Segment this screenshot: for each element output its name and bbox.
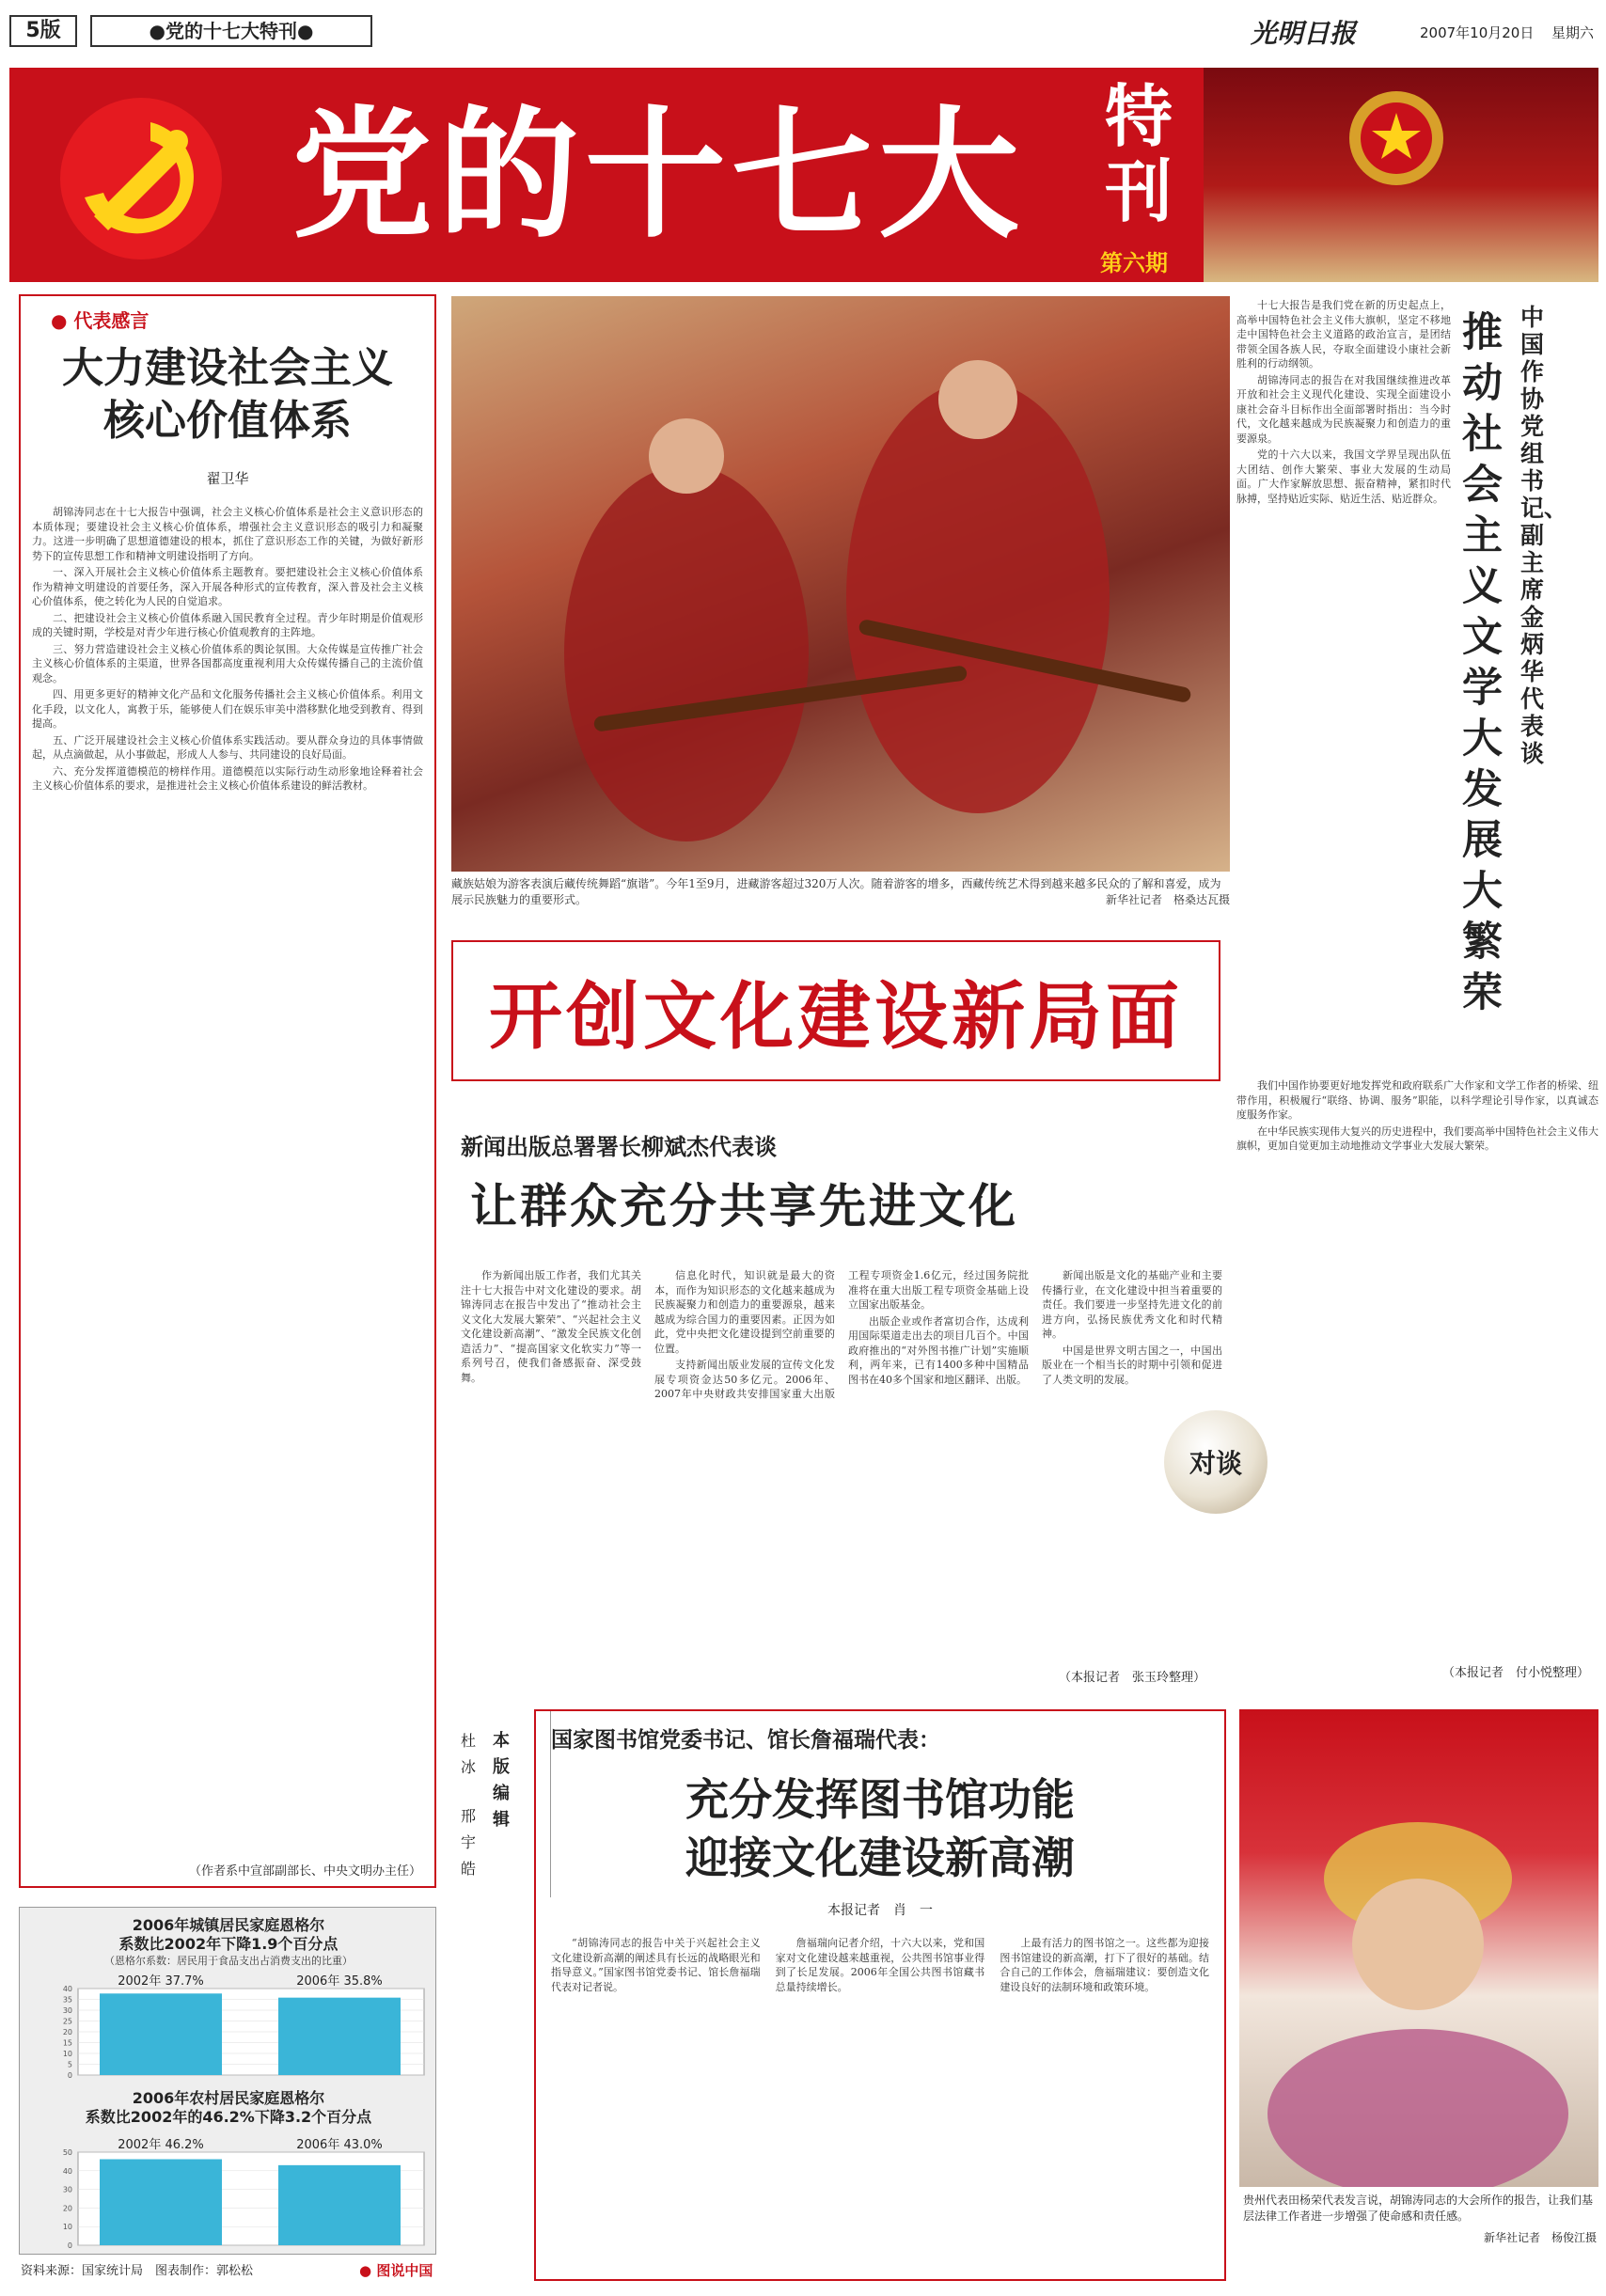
party-emblem-icon — [56, 94, 226, 263]
bar-label: 2006年 43.0% — [296, 2138, 383, 2152]
photo-credit: 新华社记者 格桑达瓦摄 — [1105, 893, 1230, 906]
page-number: 5版 — [9, 15, 77, 47]
y-tick-label: 25 — [62, 2017, 72, 2026]
caption-text: 贵州代表田杨荣代表发言说，胡锦涛同志的大会所作的报告，让我们基层法律工作者进一步增强了使命感和责任感。 — [1243, 2194, 1594, 2223]
chart-title: 系数比2002年下降1.9个百分点 — [118, 1935, 339, 1953]
bottom-body — [551, 1936, 1209, 2227]
paragraph: 支持新闻出版业发展的宣传文化发展专项资金达50多亿元。2006年、2007年中央财政共安排国家重大出版工程专项资金1.6亿元，经过国务院批准将在重大出版工程专项资金基础上设立国家出版基金。 — [654, 1269, 1029, 1400]
chart-footer — [21, 2260, 434, 2288]
chart-subtitle: （恩格尔系数：居民用于食品支出占消费支出的比重） — [104, 1955, 353, 1967]
bar — [278, 1998, 401, 2075]
left-headline-1: 大力建设社会主义 — [62, 344, 393, 392]
editor-label: 本版编辑 — [493, 1731, 510, 1830]
dancers-photo — [451, 296, 1230, 872]
paragraph: 新闻出版是文化的基础产业和主要传播行业，在文化建设中担当着重要的责任。我们要进一步坚持先进文化的前进方向，弘扬民族优秀文化和时代精神。 — [1042, 1269, 1222, 1340]
editor-name-2: 邢宇皓 — [461, 1807, 477, 1878]
y-tick-label: 40 — [62, 1985, 72, 1993]
chart-title: 2006年城镇居民家庭恩格尔 — [132, 1916, 325, 1934]
banner-issue: 第六期 — [1100, 250, 1168, 276]
charts-panel — [19, 1907, 436, 2255]
byline: （作者系中宣部副部长、中央文明办主任） — [188, 1864, 421, 1879]
bar-label: 2006年 35.8% — [296, 1974, 383, 1989]
y-tick-label: 30 — [62, 2185, 72, 2194]
issue-date: 2007年10月20日 — [1420, 24, 1535, 41]
y-tick-label: 30 — [62, 2006, 72, 2015]
photo-credit: 新华社记者 杨俊江摄 — [1483, 2231, 1597, 2244]
right-kicker: 中国作协党组书记、副主席金炳华代表谈 — [1520, 304, 1568, 767]
paragraph: 二、把建设社会主义核心价值体系融入国民教育全过程。青少年时期是价值观形成的关键时期，学校是对青少年进行核心价值观教育的主阵地。 — [32, 611, 423, 638]
banner-special: 特刊 — [1105, 77, 1173, 231]
middle-kicker: 新闻出版总署署长柳斌杰代表谈 — [461, 1134, 777, 1160]
paragraph: 作为新闻出版工作者，我们尤其关注十七大报告中对文化建设的要求。胡锦涛同志在报告中发出了“推动社会主义文化大发展大繁荣”、“兴起社会主义文化建设新高潮”、“激发全民族文化创造活力”、“提高国家文化软实力”等一系列号召，使我们备感振奋、深受鼓舞。 — [461, 1269, 641, 1384]
paragraph: 党的十六大以来，我国文学界呈现出队伍大团结、创作大繁荣、事业大发展的生动局面。广大作家解放思想、振奋精神，紧扣时代脉搏，坚持贴近实际、贴近生活、贴近群众。 — [1236, 448, 1451, 505]
author: 翟卫华 — [206, 470, 249, 487]
y-tick-label: 5 — [67, 2060, 72, 2069]
paragraph: 中国是世界文明古国之一，中国出版业在一个相当长的时期中引领和促进了人类文明的发展。 — [1042, 1344, 1222, 1386]
y-tick-label: 35 — [62, 1995, 72, 2005]
y-tick-label: 0 — [67, 2071, 72, 2080]
right-body-top — [1236, 298, 1451, 1069]
paragraph: 五、广泛开展建设社会主义核心价值体系实践活动。要从群众身边的具体事情做起，从点滴做起，从小事做起，形成人人参与、共同建设的良好局面。 — [32, 733, 423, 761]
right-article — [1236, 294, 1598, 1686]
delegate-illustration — [1239, 1709, 1598, 2187]
bottom-headline-2: 迎接文化建设新高潮 — [685, 1832, 1075, 1883]
y-tick-label: 15 — [62, 2038, 72, 2048]
y-tick-label: 40 — [62, 2166, 72, 2176]
y-tick-label: 20 — [62, 2204, 72, 2213]
bottom-photo-caption — [1243, 2193, 1597, 2246]
chart-column-name: ● 图说中国 — [359, 2262, 433, 2279]
main-title-box — [451, 940, 1220, 1081]
weekday: 星期六 — [1551, 24, 1595, 41]
delegate-photo — [1239, 1709, 1598, 2187]
bottom-kicker: 国家图书馆党委书记、馆长詹福瑞代表： — [551, 1728, 940, 1753]
y-tick-label: 50 — [62, 2148, 72, 2157]
photo-illustration — [451, 296, 1230, 872]
middle-body — [461, 1268, 1222, 1673]
national-emblem-icon — [1345, 86, 1448, 190]
chart-title: 2006年农村居民家庭恩格尔 — [132, 2089, 325, 2107]
masthead — [9, 9, 1598, 56]
bottom-headline-1: 充分发挥图书馆功能 — [685, 1774, 1075, 1825]
paragraph: 三、努力营造建设社会主义核心价值体系的舆论氛围。大众传媒是宣传推广社会主义核心价值体系的主渠道，世界各国都高度重视利用大众传媒传播自己的主流价值观念。 — [32, 642, 423, 684]
top-photo-caption — [451, 876, 1230, 908]
paragraph: 在中华民族实现伟大复兴的历史进程中，我们要高举中国特色社会主义伟大旗帜，更加自觉更加主动地推动文学事业大发展大繁荣。 — [1236, 1124, 1598, 1152]
middle-credit: （本报记者 张玉玲整理） — [1058, 1671, 1205, 1685]
bar — [100, 1993, 222, 2075]
paragraph: 胡锦涛同志在十七大报告中强调，社会主义核心价值体系是社会主义意识形态的本质体现；要建设社会主义核心价值体系，增强社会主义意识形态的吸引力和凝聚力。这进一步明确了思想道德建设的根本，抓住了意识形态工作的关键，为做好新形势下的宣传思想工作和精神文明建设指明了方向。 — [32, 506, 423, 562]
paragraph: “胡锦涛同志的报告中关于兴起社会主义文化建设新高潮的阐述具有长远的战略眼光和指导意义。”国家图书馆党委书记、馆长詹福瑞代表对记者说。 — [551, 1937, 761, 1993]
paragraph: 四、用更多更好的精神文化产品和文化服务传播社会主义核心价值体系。利用文化手段，以文化人，寓教于乐，能够使人们在娱乐审美中潜移默化地受到教育、得到提高。 — [32, 688, 423, 730]
editor-name-1: 杜冰 — [461, 1732, 477, 1776]
paragraph: 十七大报告是我们党在新的历史起点上，高举中国特色社会主义伟大旗帜，坚定不移地走中国特色社会主义道路的政治宣言，是团结带领全国各族人民，夺取全面建设小康社会新胜利的行动纲领。 — [1236, 299, 1451, 370]
article-tag: ● 代表感言 — [51, 309, 150, 332]
chart-title: 系数比2002年的46.2%下降3.2个百分点 — [85, 2108, 372, 2126]
y-tick-label: 0 — [67, 2241, 72, 2250]
right-credit: （本报记者 付小悦整理） — [1441, 1666, 1589, 1680]
y-tick-label: 10 — [62, 2050, 72, 2058]
banner-title: 党的十七大 — [291, 94, 1026, 258]
dialogue-badge-label: 对谈 — [1189, 1448, 1242, 1479]
bar-label: 2002年 37.7% — [118, 1974, 204, 1989]
main-title: 开创文化建设新局面 — [488, 975, 1183, 1060]
paragraph: 出版企业或作者富切合作，达成利用国际渠道走出去的项目几百个。中国政府推出的“对外图书推广计划”实施顺利，两年来，已有1400多种中国精品图书在40多个国家和地区翻译、出版。 — [848, 1314, 1029, 1386]
right-headline: 推动社会主义文学大发展大繁荣 — [1462, 309, 1503, 1016]
bar — [278, 2165, 401, 2245]
paragraph: 我们中国作协要更好地发挥党和政府联系广大作家和文学工作者的桥梁、纽带作用，积极履行“联络、协调、服务”职能，以科学理论引导作家，以真诚态度服务作家。 — [1236, 1079, 1598, 1121]
paragraph: 上最有活力的图书馆之一。这些都为迎接图书馆建设的新高潮，打下了很好的基础。结合自己的工作体会，詹福瑞建议：要创造文化建设良好的法制环境和政策环境。 — [1000, 1937, 1209, 1993]
special-banner — [9, 68, 1598, 282]
paragraph: 詹福瑞向记者介绍，十六大以来，党和国家对文化建设越来越重视，公共图书馆事业得到了长足发展。2006年全国公共图书馆藏书总量持续增长。 — [775, 1937, 985, 1993]
bar — [100, 2160, 222, 2245]
bottom-article — [534, 1709, 1226, 2281]
right-body-bottom — [1236, 1078, 1598, 1661]
bar-label: 2002年 46.2% — [118, 2138, 204, 2152]
y-tick-label: 10 — [62, 2223, 72, 2232]
section-label: ●党的十七大特刊● — [90, 15, 372, 47]
left-headline-2: 核心价值体系 — [103, 397, 352, 445]
paragraph: 胡锦涛同志的报告在对我国继续推进改革开放和社会主义现代化建设、实现全面建设小康社会奋斗目标作出全面部署时指出：当今时代，文化越来越成为民族凝聚力和创造力的重要源泉。 — [1236, 373, 1451, 445]
paragraph: 一、深入开展社会主义核心价值体系主题教育。要把建设社会主义核心价值体系作为精神文明建设的首要任务，深入开展各种形式的宣传教育，深入普及社会主义核心价值体系，使之转化为人民的自觉追求。 — [32, 566, 423, 607]
left-body — [32, 505, 423, 794]
middle-headline: 让群众充分共享先进文化 — [470, 1179, 1018, 1234]
paragraph: 六、充分发挥道德模范的榜样作用。道德模范以实际行动生动形象地诠释着社会主义核心价值体系的要求，是推进社会主义核心价值体系建设的鲜活教材。 — [32, 764, 423, 792]
engel-charts — [20, 1908, 437, 2256]
y-tick-label: 20 — [62, 2028, 72, 2037]
chart-source: 资料来源：国家统计局 图表制作：郭松松 — [21, 2264, 254, 2278]
paragraph: 信息化时代，知识就是最大的资本，而作为知识形态的文化越来越成为民族凝聚力和创造力的重要源泉，越来越成为综合国力的重要因素。正因为如此，党中央把文化建设提到空前重要的位置。 — [654, 1269, 835, 1355]
bottom-reporter: 本报记者 肖 一 — [827, 1903, 933, 1918]
left-article — [19, 294, 436, 1888]
paper-name: 光明日报 — [1251, 18, 1357, 49]
caption-text: 藏族姑娘为游客表演后藏传统舞蹈“旗谐”。今年1至9月，进藏游客超过320万人次。随着游客的增多，西藏传统艺术得到越来越多民众的了解和喜爱，成为展示民族魅力的重要形式。 — [451, 877, 1221, 906]
chart-column-label: 图说中国 — [376, 2262, 433, 2279]
hall-photo — [1204, 68, 1598, 282]
middle-article — [461, 1091, 1222, 1692]
